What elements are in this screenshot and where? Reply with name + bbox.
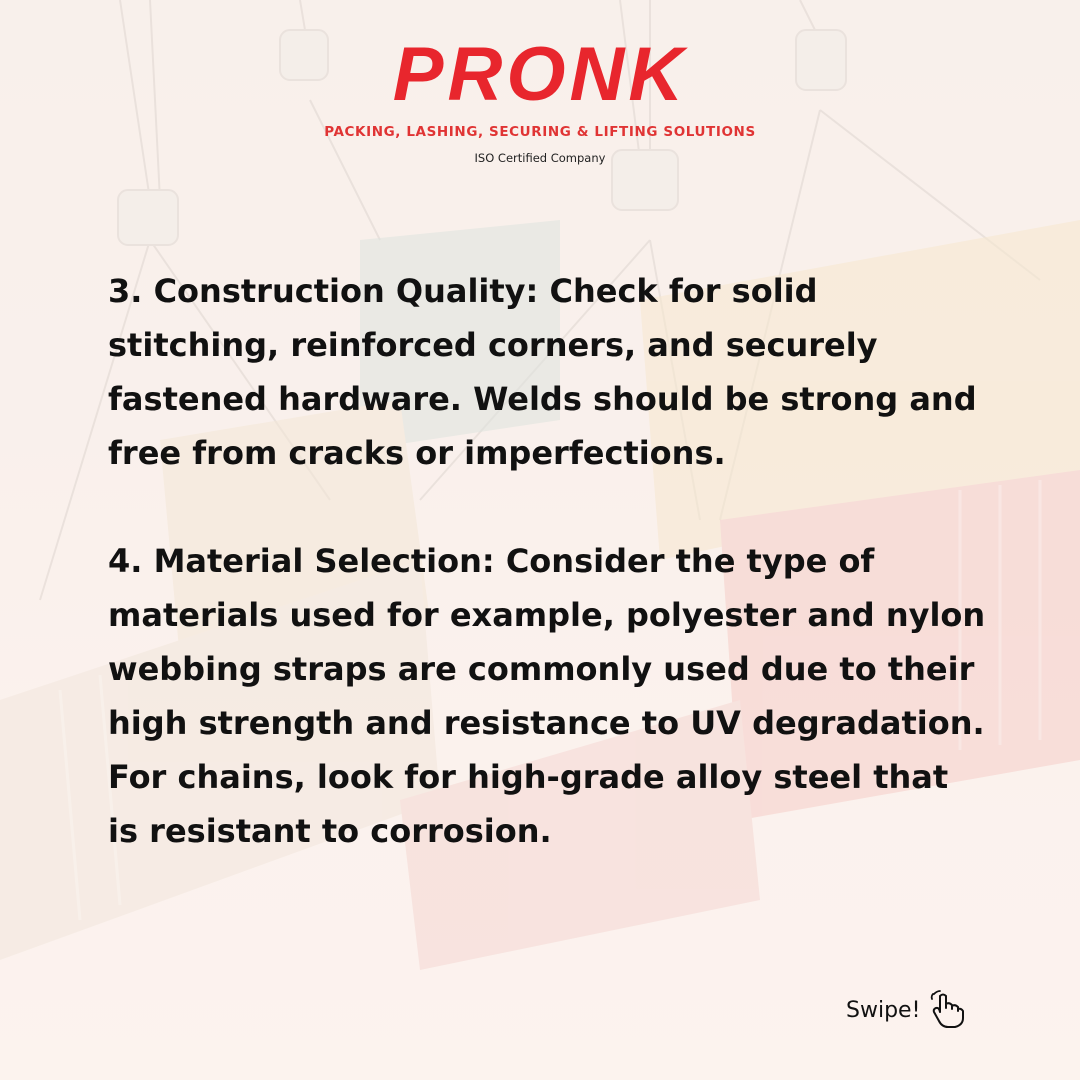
brand-logo	[0, 30, 1080, 110]
pointing-hand-icon	[930, 990, 970, 1030]
tip-construction-quality: 3. Construction Quality: Check for solid stitching, reinforced corners, and securely fastened hardware. Welds should be strong and free from cracks or imperfections.	[108, 272, 977, 472]
swipe-label: Swipe!	[846, 997, 921, 1023]
swipe-hint[interactable]	[846, 990, 970, 1030]
tips-content	[108, 264, 988, 858]
logo-wordmark: PRONK	[392, 32, 688, 110]
iso-certified-label: ISO Certified Company	[474, 151, 606, 165]
pronk-logo-mark	[340, 30, 740, 110]
brand-tagline: PACKING, LASHING, SECURING & LIFTING SOLUTIONS	[324, 124, 756, 140]
paragraph-spacer	[108, 480, 988, 534]
tip-material-selection: 4. Material Selection: Consider the type of materials used for example, polyester and nylon webbing straps are commonly used due to their high strength and resistance to UV degradation. For chains, look for high-grade alloy steel that is resistant to corrosion.	[108, 542, 986, 850]
